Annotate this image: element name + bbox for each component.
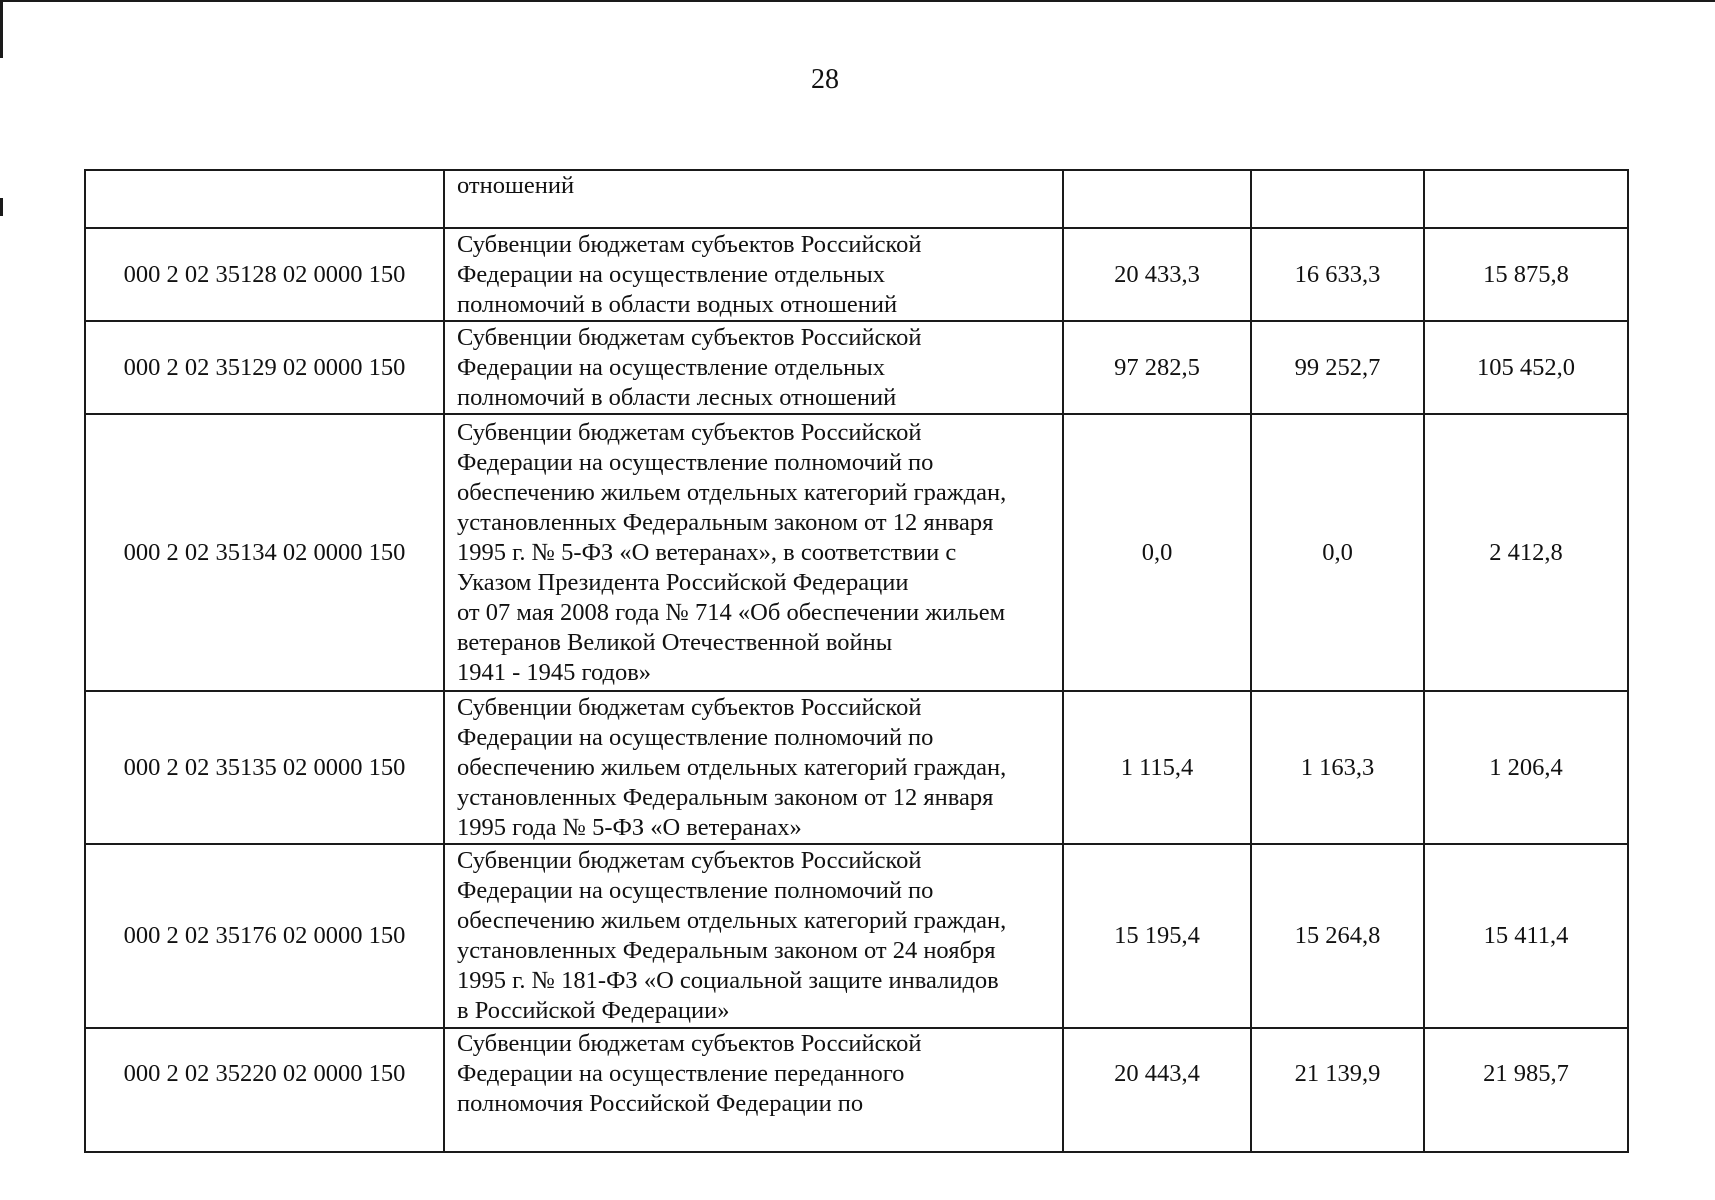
budget-code-cell: 000 2 02 35135 02 0000 150 xyxy=(85,691,444,844)
table-row xyxy=(85,321,1628,414)
table-row xyxy=(85,691,1628,844)
amount-year-3-cell: 15 411,4 xyxy=(1424,844,1628,1028)
revenue-name-cell: Субвенции бюджетам субъектов Российской Федерации на осуществление переданного полномочия Российской Федерации по xyxy=(444,1028,1063,1152)
amount-year-3-cell: 15 875,8 xyxy=(1424,228,1628,321)
budget-code-cell xyxy=(85,170,444,228)
page-number: 28 xyxy=(811,64,839,95)
budget-code-cell: 000 2 02 35129 02 0000 150 xyxy=(85,321,444,414)
table-row xyxy=(85,170,1628,228)
amount-year-1-cell: 0,0 xyxy=(1063,414,1251,691)
amount-year-1-cell xyxy=(1063,170,1251,228)
amount-year-1-cell: 20 433,3 xyxy=(1063,228,1251,321)
revenue-name-cell: Субвенции бюджетам субъектов Российской Федерации на осуществление полномочий по обеспечению жильем отдельных категорий граждан, установленных Федеральным законом от 12 января 1995 г. № 5-ФЗ «О ветеранах», в соответствии с Указом Президента Российской Федерации от 07 мая 2008 года № 714 «Об обеспечении жильем ветеранов Великой Отечественной войны 1941 - 1945 годов» xyxy=(444,414,1063,691)
amount-year-2-cell: 1 163,3 xyxy=(1251,691,1424,844)
table-row xyxy=(85,844,1628,1028)
amount-year-2-cell: 99 252,7 xyxy=(1251,321,1424,414)
budget-code-cell: 000 2 02 35176 02 0000 150 xyxy=(85,844,444,1028)
table-row xyxy=(85,228,1628,321)
revenue-name-cell: Субвенции бюджетам субъектов Российской Федерации на осуществление полномочий по обеспечению жильем отдельных категорий граждан, установленных Федеральным законом от 12 января 1995 года № 5-ФЗ «О ветеранах» xyxy=(444,691,1063,844)
amount-year-3-cell: 1 206,4 xyxy=(1424,691,1628,844)
revenue-name-cell: Субвенции бюджетам субъектов Российской Федерации на осуществление полномочий по обеспечению жильем отдельных категорий граждан, установленных Федеральным законом от 24 ноября 1995 г. № 181-ФЗ «О социальной защите инвалидов в Российской Федерации» xyxy=(444,844,1063,1028)
amount-year-3-cell: 105 452,0 xyxy=(1424,321,1628,414)
budget-code-cell: 000 2 02 35134 02 0000 150 xyxy=(85,414,444,691)
amount-year-1-cell: 15 195,4 xyxy=(1063,844,1251,1028)
table-row xyxy=(85,1028,1628,1152)
amount-year-1-cell: 20 443,4 xyxy=(1063,1028,1251,1152)
top-edge-rule xyxy=(0,0,1715,2)
amount-year-1-cell: 1 115,4 xyxy=(1063,691,1251,844)
amount-year-1-cell: 97 282,5 xyxy=(1063,321,1251,414)
revenue-name-cell: отношений xyxy=(444,170,1063,228)
amount-year-2-cell: 21 139,9 xyxy=(1251,1028,1424,1152)
revenue-name-cell: Субвенции бюджетам субъектов Российской Федерации на осуществление отдельных полномочий в области лесных отношений xyxy=(444,321,1063,414)
budget-code-cell: 000 2 02 35220 02 0000 150 xyxy=(85,1028,444,1152)
revenue-name-cell: Субвенции бюджетам субъектов Российской Федерации на осуществление отдельных полномочий в области водных отношений xyxy=(444,228,1063,321)
amount-year-3-cell xyxy=(1424,170,1628,228)
amount-year-2-cell: 16 633,3 xyxy=(1251,228,1424,321)
table-row xyxy=(85,414,1628,691)
amount-year-3-cell: 2 412,8 xyxy=(1424,414,1628,691)
budget-revenue-table xyxy=(84,169,1629,1153)
amount-year-2-cell: 0,0 xyxy=(1251,414,1424,691)
amount-year-2-cell: 15 264,8 xyxy=(1251,844,1424,1028)
amount-year-3-cell: 21 985,7 xyxy=(1424,1028,1628,1152)
scan-edge-mark xyxy=(0,0,3,58)
budget-code-cell: 000 2 02 35128 02 0000 150 xyxy=(85,228,444,321)
scan-edge-mark xyxy=(0,198,3,216)
amount-year-2-cell xyxy=(1251,170,1424,228)
